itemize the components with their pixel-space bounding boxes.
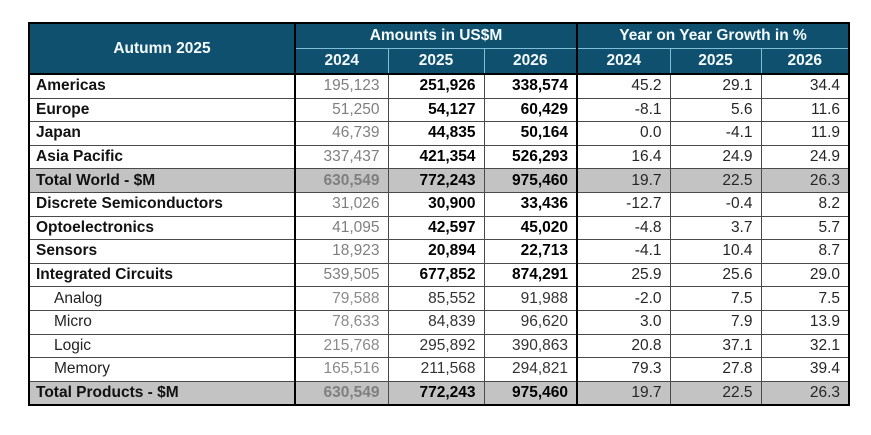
- growth-2024: -2.0: [577, 287, 670, 311]
- growth-2024: 16.4: [577, 145, 670, 169]
- growth-2024: 0.0: [577, 122, 670, 146]
- growth-2026: 11.9: [761, 122, 849, 146]
- amount-2025: 30,900: [388, 192, 484, 216]
- amount-2025: 677,852: [388, 263, 484, 287]
- amount-2024: 46,739: [295, 122, 388, 146]
- growth-2025: 37.1: [670, 334, 761, 358]
- amount-2024: 18,923: [295, 240, 388, 264]
- row-label: Logic: [29, 334, 295, 358]
- growth-2024: 19.7: [577, 169, 670, 193]
- row-label: Sensors: [29, 240, 295, 264]
- amount-2026: 45,020: [484, 216, 577, 240]
- growth-2024: -12.7: [577, 192, 670, 216]
- amount-2024: 337,437: [295, 145, 388, 169]
- growth-2026: 26.3: [761, 381, 849, 405]
- growth-2025: 7.5: [670, 287, 761, 311]
- growth-2024: 19.7: [577, 381, 670, 405]
- table-row-analog: [29, 287, 849, 311]
- amount-2026: 526,293: [484, 145, 577, 169]
- growth-2026: 24.9: [761, 145, 849, 169]
- table-title-cell: Autumn 2025: [29, 23, 295, 74]
- amount-2025: 44,835: [388, 122, 484, 146]
- amount-2024: 41,095: [295, 216, 388, 240]
- amount-2025: 251,926: [388, 74, 484, 98]
- amount-2024: 539,505: [295, 263, 388, 287]
- amount-2026: 60,429: [484, 98, 577, 122]
- amounts-year-2026-header: 2026: [484, 49, 577, 75]
- amount-2024: 51,250: [295, 98, 388, 122]
- amount-2025: 421,354: [388, 145, 484, 169]
- growth-2026: 8.2: [761, 192, 849, 216]
- row-label: Analog: [29, 287, 295, 311]
- growth-2025: 7.9: [670, 310, 761, 334]
- amount-2026: 96,620: [484, 310, 577, 334]
- amounts-year-2024-header: 2024: [295, 49, 388, 75]
- growth-2025: 22.5: [670, 169, 761, 193]
- amount-2025: 772,243: [388, 169, 484, 193]
- table-row-japan: [29, 122, 849, 146]
- amount-2024: 78,633: [295, 310, 388, 334]
- growth-2024: -4.1: [577, 240, 670, 264]
- row-label: Total World - $M: [29, 169, 295, 193]
- table-row-memory: [29, 358, 849, 382]
- growth-2025: 24.9: [670, 145, 761, 169]
- growth-2026: 29.0: [761, 263, 849, 287]
- growth-2026: 32.1: [761, 334, 849, 358]
- growth-2025: 10.4: [670, 240, 761, 264]
- growth-year-2026-header: 2026: [761, 49, 849, 75]
- amount-2025: 20,894: [388, 240, 484, 264]
- growth-2025: 29.1: [670, 74, 761, 98]
- growth-2026: 8.7: [761, 240, 849, 264]
- amount-2026: 33,436: [484, 192, 577, 216]
- growth-2026: 13.9: [761, 310, 849, 334]
- row-label: Memory: [29, 358, 295, 382]
- growth-2024: 20.8: [577, 334, 670, 358]
- row-label: Micro: [29, 310, 295, 334]
- growth-2024: -4.8: [577, 216, 670, 240]
- growth-2025: 25.6: [670, 263, 761, 287]
- growth-2026: 11.6: [761, 98, 849, 122]
- amount-2026: 338,574: [484, 74, 577, 98]
- semiconductor-forecast-table: [28, 22, 850, 406]
- growth-2025: -4.1: [670, 122, 761, 146]
- amount-2025: 42,597: [388, 216, 484, 240]
- growth-2024: 45.2: [577, 74, 670, 98]
- amount-2024: 630,549: [295, 169, 388, 193]
- growth-2026: 7.5: [761, 287, 849, 311]
- amount-2025: 85,552: [388, 287, 484, 311]
- amount-2025: 211,568: [388, 358, 484, 382]
- row-label: Asia Pacific: [29, 145, 295, 169]
- growth-2024: 79.3: [577, 358, 670, 382]
- growth-2025: 5.6: [670, 98, 761, 122]
- table-row-americas: [29, 74, 849, 98]
- amount-2024: 165,516: [295, 358, 388, 382]
- row-label: Integrated Circuits: [29, 263, 295, 287]
- group-header-row: [29, 23, 849, 49]
- amount-2024: 31,026: [295, 192, 388, 216]
- growth-2026: 5.7: [761, 216, 849, 240]
- growth-2026: 39.4: [761, 358, 849, 382]
- table-row-sensors: [29, 240, 849, 264]
- amount-2025: 84,839: [388, 310, 484, 334]
- growth-group-header: Year on Year Growth in %: [577, 23, 849, 49]
- growth-2025: 22.5: [670, 381, 761, 405]
- row-label: Americas: [29, 74, 295, 98]
- growth-2025: -0.4: [670, 192, 761, 216]
- amount-2024: 195,123: [295, 74, 388, 98]
- amount-2026: 91,988: [484, 287, 577, 311]
- table-row-discrete-semiconductors: [29, 192, 849, 216]
- growth-2024: -8.1: [577, 98, 670, 122]
- growth-2024: 3.0: [577, 310, 670, 334]
- table-row-total-products: [29, 381, 849, 405]
- table-row-europe: [29, 98, 849, 122]
- growth-2024: 25.9: [577, 263, 670, 287]
- amount-2026: 22,713: [484, 240, 577, 264]
- amount-2026: 874,291: [484, 263, 577, 287]
- amount-2025: 54,127: [388, 98, 484, 122]
- growth-2025: 3.7: [670, 216, 761, 240]
- row-label: Optoelectronics: [29, 216, 295, 240]
- amount-2025: 295,892: [388, 334, 484, 358]
- table-row-integrated-circuits: [29, 263, 849, 287]
- growth-2026: 26.3: [761, 169, 849, 193]
- amount-2024: 630,549: [295, 381, 388, 405]
- row-label: Discrete Semiconductors: [29, 192, 295, 216]
- amounts-year-2025-header: 2025: [388, 49, 484, 75]
- growth-2026: 34.4: [761, 74, 849, 98]
- amount-2026: 390,863: [484, 334, 577, 358]
- amount-2024: 79,588: [295, 287, 388, 311]
- table-row-micro: [29, 310, 849, 334]
- growth-year-2024-header: 2024: [577, 49, 670, 75]
- growth-year-2025-header: 2025: [670, 49, 761, 75]
- amount-2026: 294,821: [484, 358, 577, 382]
- amount-2026: 975,460: [484, 381, 577, 405]
- row-label: Total Products - $M: [29, 381, 295, 405]
- table-row-logic: [29, 334, 849, 358]
- amount-2024: 215,768: [295, 334, 388, 358]
- table-row-total-world: [29, 169, 849, 193]
- table-row-asia-pacific: [29, 145, 849, 169]
- growth-2025: 27.8: [670, 358, 761, 382]
- amounts-group-header: Amounts in US$M: [295, 23, 577, 49]
- amount-2025: 772,243: [388, 381, 484, 405]
- row-label: Japan: [29, 122, 295, 146]
- amount-2026: 975,460: [484, 169, 577, 193]
- amount-2026: 50,164: [484, 122, 577, 146]
- row-label: Europe: [29, 98, 295, 122]
- table-row-optoelectronics: [29, 216, 849, 240]
